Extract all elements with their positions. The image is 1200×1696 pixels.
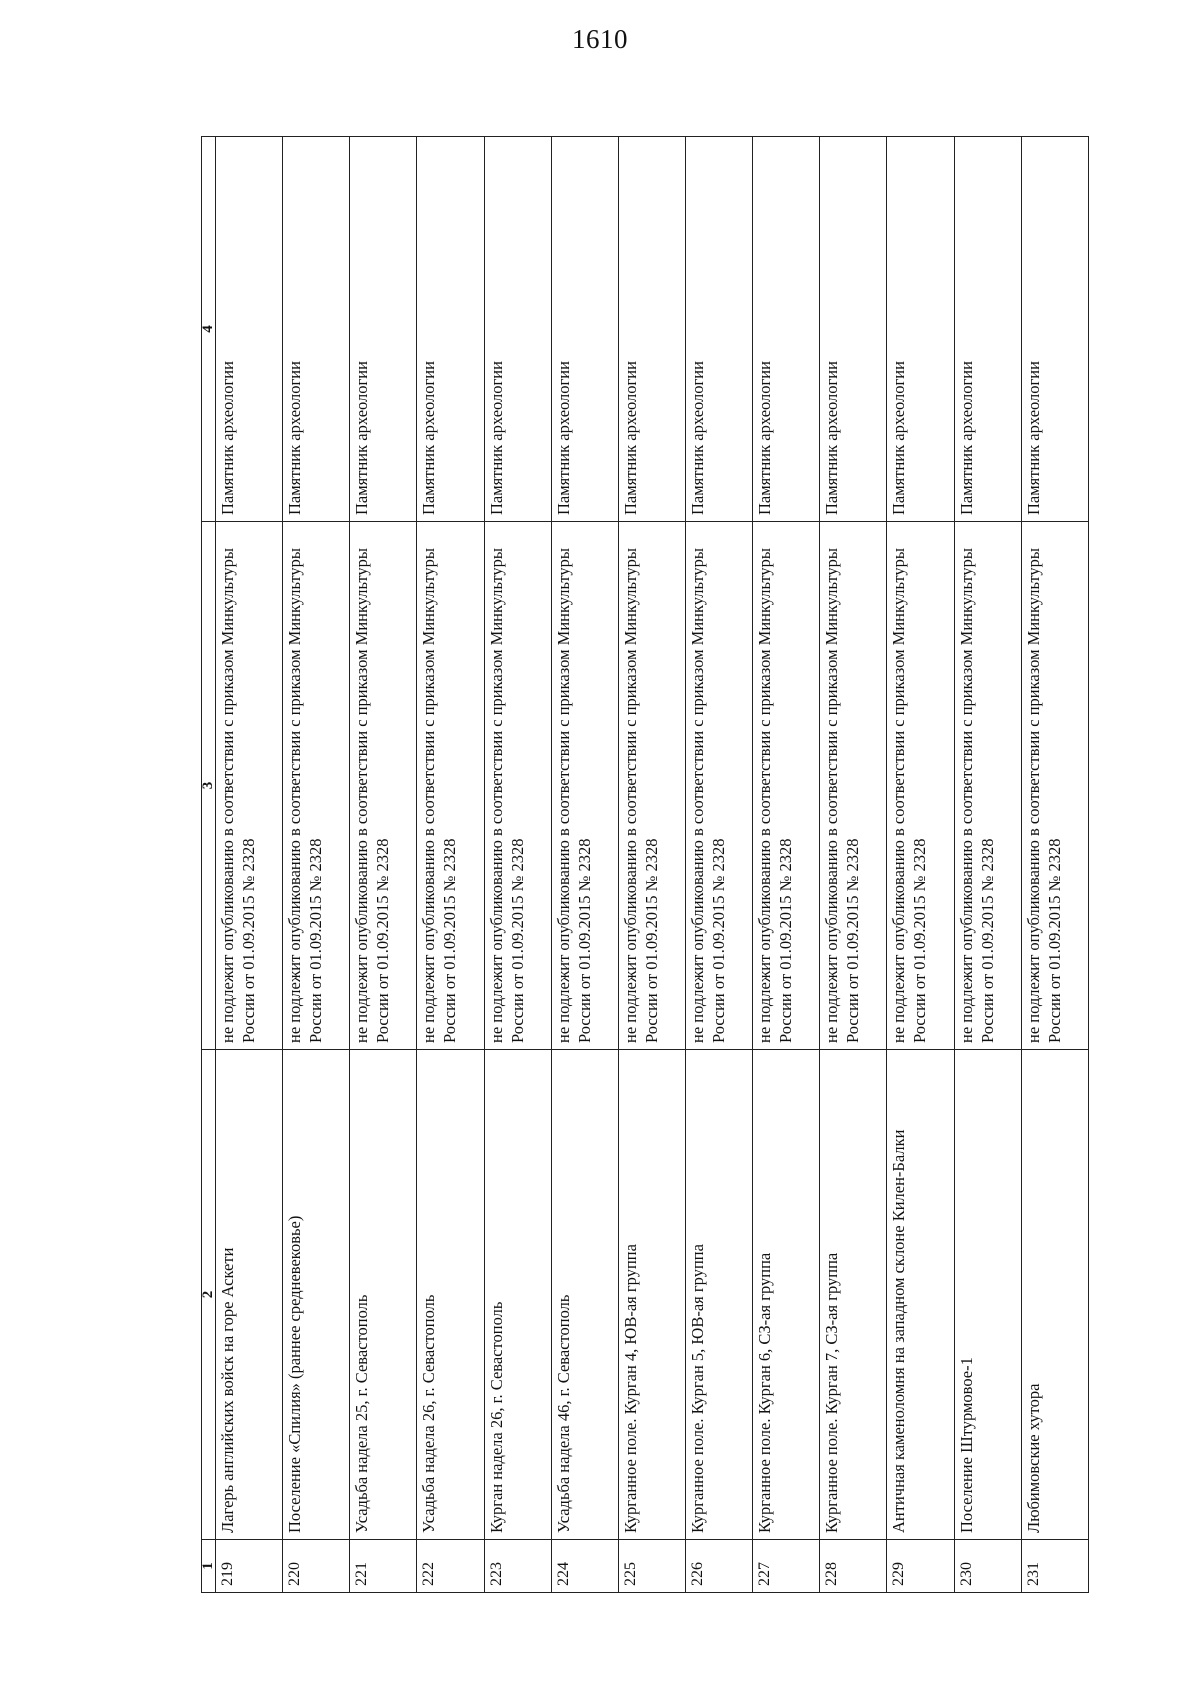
publication-status-cell: не подлежит опубликованию в соответствии с приказом Минкультуры России от 01.09.2015 № 2328 bbox=[887, 522, 954, 1050]
table-header bbox=[202, 137, 216, 1593]
row-number-cell: 227 bbox=[753, 1540, 820, 1593]
row-number-cell: 226 bbox=[685, 1540, 752, 1593]
header-col-4: 4 bbox=[202, 137, 216, 522]
table-row bbox=[820, 137, 887, 1593]
monument-name-cell: Курганное поле. Курган 5, ЮВ-ая группа bbox=[685, 1050, 752, 1540]
publication-status-cell: не подлежит опубликованию в соответствии с приказом Минкультуры России от 01.09.2015 № 2328 bbox=[685, 522, 752, 1050]
header-col-3: 3 bbox=[202, 522, 216, 1050]
table-row bbox=[753, 137, 820, 1593]
row-number-cell: 228 bbox=[820, 1540, 887, 1593]
category-cell: Памятник археологии bbox=[887, 137, 954, 522]
rotated-table-container bbox=[201, 137, 1089, 1593]
publication-status-cell: не подлежит опубликованию в соответствии с приказом Минкультуры России от 01.09.2015 № 2328 bbox=[417, 522, 484, 1050]
row-number-cell: 221 bbox=[350, 1540, 417, 1593]
category-cell: Памятник археологии bbox=[753, 137, 820, 522]
category-cell: Памятник археологии bbox=[954, 137, 1021, 522]
monument-name-cell: Курганное поле. Курган 4, ЮВ-ая группа bbox=[618, 1050, 685, 1540]
row-number-cell: 231 bbox=[1021, 1540, 1088, 1593]
monument-name-cell: Усадьба надела 25, г. Севастополь bbox=[350, 1050, 417, 1540]
category-cell: Памятник археологии bbox=[820, 137, 887, 522]
monument-name-cell: Античная каменоломня на западном склоне Килен-Балки bbox=[887, 1050, 954, 1540]
category-cell: Памятник археологии bbox=[1021, 137, 1088, 522]
row-number-cell: 224 bbox=[551, 1540, 618, 1593]
monument-name-cell: Поселение Штурмовое-1 bbox=[954, 1050, 1021, 1540]
publication-status-cell: не подлежит опубликованию в соответствии с приказом Минкультуры России от 01.09.2015 № 2328 bbox=[350, 522, 417, 1050]
table-row bbox=[283, 137, 350, 1593]
category-cell: Памятник археологии bbox=[685, 137, 752, 522]
header-col-2: 2 bbox=[202, 1050, 216, 1540]
monument-name-cell: Курганное поле. Курган 6, СЗ-ая группа bbox=[753, 1050, 820, 1540]
table-row bbox=[685, 137, 752, 1593]
row-number-cell: 223 bbox=[484, 1540, 551, 1593]
page-number: 1610 bbox=[572, 24, 628, 54]
row-number-cell: 219 bbox=[216, 1540, 283, 1593]
table-row bbox=[887, 137, 954, 1593]
category-cell: Памятник археологии bbox=[417, 137, 484, 522]
row-number-cell: 230 bbox=[954, 1540, 1021, 1593]
row-number-cell: 222 bbox=[417, 1540, 484, 1593]
table-row bbox=[1021, 137, 1088, 1593]
monument-name-cell: Любимовские хутора bbox=[1021, 1050, 1088, 1540]
table-row bbox=[216, 137, 283, 1593]
monuments-table bbox=[201, 136, 1089, 1593]
monument-name-cell: Курган надела 26, г. Севастополь bbox=[484, 1050, 551, 1540]
category-cell: Памятник археологии bbox=[484, 137, 551, 522]
monument-name-cell: Лагерь английских войск на горе Аскети bbox=[216, 1050, 283, 1540]
row-number-cell: 229 bbox=[887, 1540, 954, 1593]
monument-name-cell: Поселение «Спилия» (раннее средневековье) bbox=[283, 1050, 350, 1540]
category-cell: Памятник археологии bbox=[350, 137, 417, 522]
table-row bbox=[417, 137, 484, 1593]
publication-status-cell: не подлежит опубликованию в соответствии с приказом Минкультуры России от 01.09.2015 № 2328 bbox=[283, 522, 350, 1050]
table-row bbox=[618, 137, 685, 1593]
monument-name-cell: Усадьба надела 26, г. Севастополь bbox=[417, 1050, 484, 1540]
table-row bbox=[954, 137, 1021, 1593]
monument-name-cell: Усадьба надела 46, г. Севастополь bbox=[551, 1050, 618, 1540]
publication-status-cell: не подлежит опубликованию в соответствии с приказом Минкультуры России от 01.09.2015 № 2328 bbox=[216, 522, 283, 1050]
table-row bbox=[551, 137, 618, 1593]
monument-name-cell: Курганное поле. Курган 7, СЗ-ая группа bbox=[820, 1050, 887, 1540]
header-col-1: 1 bbox=[202, 1540, 216, 1593]
row-number-cell: 220 bbox=[283, 1540, 350, 1593]
publication-status-cell: не подлежит опубликованию в соответствии с приказом Минкультуры России от 01.09.2015 № 2328 bbox=[618, 522, 685, 1050]
table-body bbox=[216, 137, 1089, 1593]
publication-status-cell: не подлежит опубликованию в соответствии с приказом Минкультуры России от 01.09.2015 № 2328 bbox=[820, 522, 887, 1050]
category-cell: Памятник археологии bbox=[551, 137, 618, 522]
publication-status-cell: не подлежит опубликованию в соответствии с приказом Минкультуры России от 01.09.2015 № 2328 bbox=[551, 522, 618, 1050]
category-cell: Памятник археологии bbox=[618, 137, 685, 522]
table-row bbox=[484, 137, 551, 1593]
table-row bbox=[350, 137, 417, 1593]
category-cell: Памятник археологии bbox=[216, 137, 283, 522]
publication-status-cell: не подлежит опубликованию в соответствии с приказом Минкультуры России от 01.09.2015 № 2328 bbox=[954, 522, 1021, 1050]
publication-status-cell: не подлежит опубликованию в соответствии с приказом Минкультуры России от 01.09.2015 № 2328 bbox=[1021, 522, 1088, 1050]
category-cell: Памятник археологии bbox=[283, 137, 350, 522]
publication-status-cell: не подлежит опубликованию в соответствии с приказом Минкультуры России от 01.09.2015 № 2328 bbox=[484, 522, 551, 1050]
row-number-cell: 225 bbox=[618, 1540, 685, 1593]
publication-status-cell: не подлежит опубликованию в соответствии с приказом Минкультуры России от 01.09.2015 № 2328 bbox=[753, 522, 820, 1050]
